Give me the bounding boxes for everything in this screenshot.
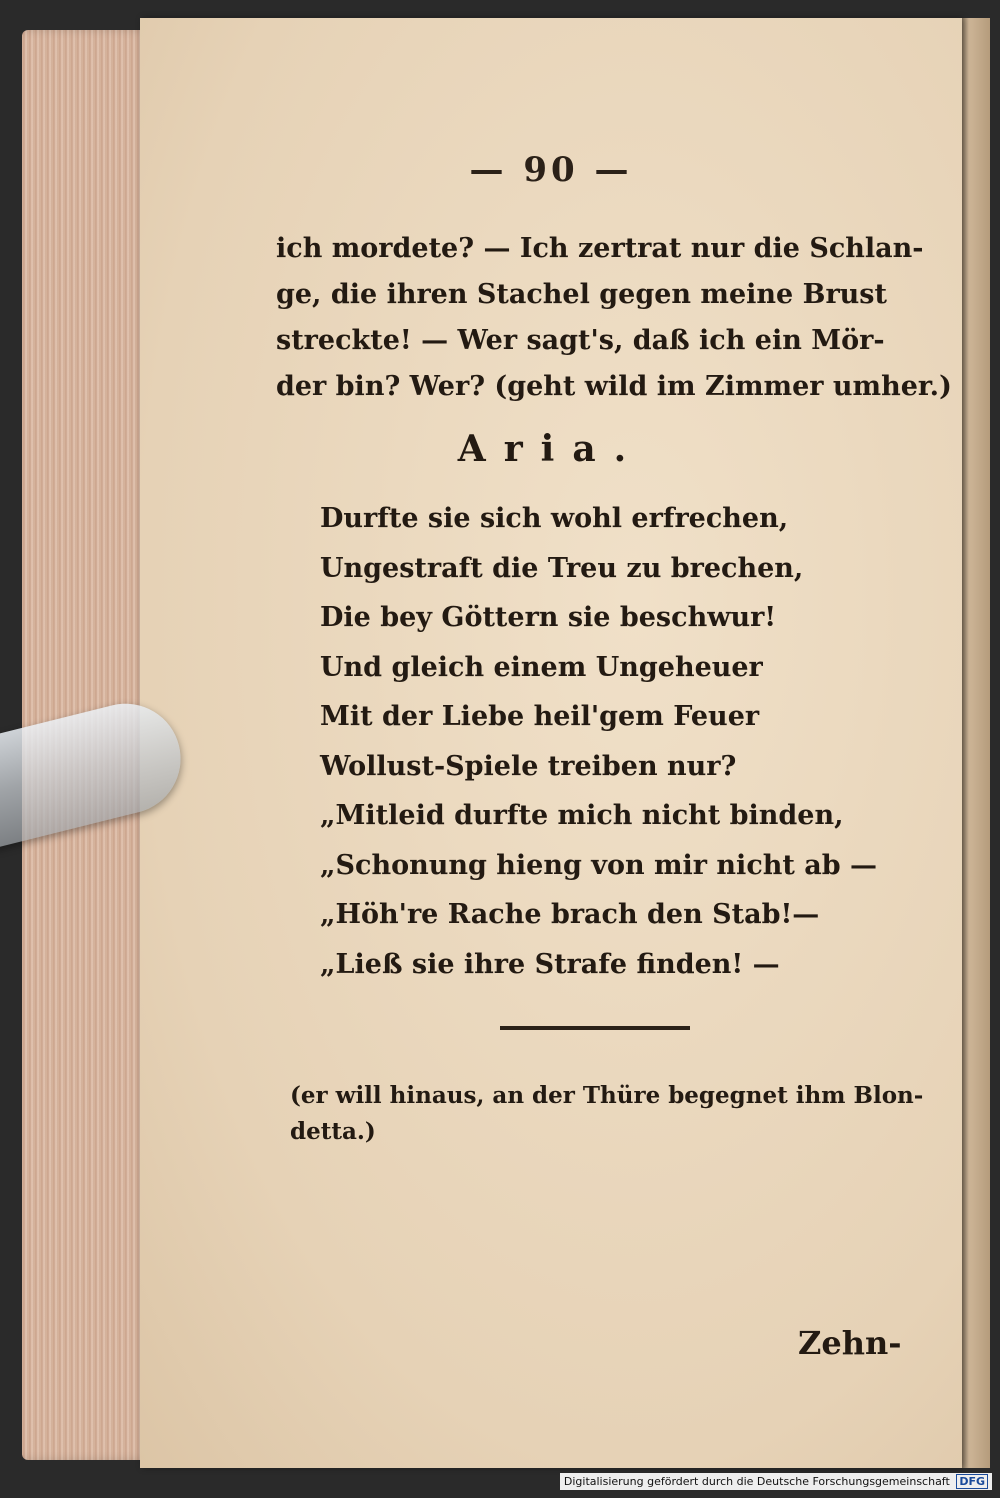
catchword: Zehn- xyxy=(798,1324,902,1362)
prose-line: ich mordete? — Ich zertrat nur die Schlan- xyxy=(276,233,924,264)
credit-text: Digitalisierung gefördert durch die Deutsche Forschungsgemeinschaft xyxy=(563,1475,950,1488)
verse-line: Mit der Liebe heil'gem Feuer xyxy=(320,701,760,732)
verse-line: „Höh're Rache brach den Stab!— xyxy=(320,899,820,930)
digitization-credit xyxy=(560,1473,992,1490)
verse-line: Und gleich einem Ungeheuer xyxy=(320,651,763,683)
section-heading: Aria. xyxy=(457,428,645,470)
dfg-logo: DFG xyxy=(956,1474,988,1489)
verse-line: „Ließ sie ihre Strafe finden! — xyxy=(320,948,780,980)
prose-line: streckte! — Wer sagt's, daß ich ein Mör- xyxy=(276,325,885,356)
prose-block xyxy=(276,226,952,410)
verse-block xyxy=(320,494,920,989)
verse-line: „Mitleid durfte mich nicht binden, xyxy=(320,800,844,831)
page-number: — 90 — xyxy=(469,150,633,190)
verse-line: „Schonung hieng von mir nicht ab — xyxy=(320,849,878,881)
stage-line: detta.) xyxy=(290,1118,376,1145)
stage-direction xyxy=(290,1078,924,1150)
prose-line: der bin? Wer? (geht wild im Zimmer umher.) xyxy=(276,371,952,402)
verse-line: Ungestraft die Treu zu brechen, xyxy=(320,552,804,584)
verse-line: Durfte sie sich wohl erfrechen, xyxy=(320,503,789,534)
verse-line: Die bey Göttern sie beschwur! xyxy=(320,602,777,633)
verse-line: Wollust-Spiele treiben nur? xyxy=(320,750,737,782)
book-page xyxy=(140,18,962,1468)
prose-line: ge, die ihren Stachel gegen meine Brust xyxy=(276,279,887,310)
facing-page-edge xyxy=(960,18,990,1468)
stage-line: (er will hinaus, an der Thüre begegnet ihm Blon- xyxy=(290,1082,924,1109)
divider-rule xyxy=(500,1026,690,1030)
